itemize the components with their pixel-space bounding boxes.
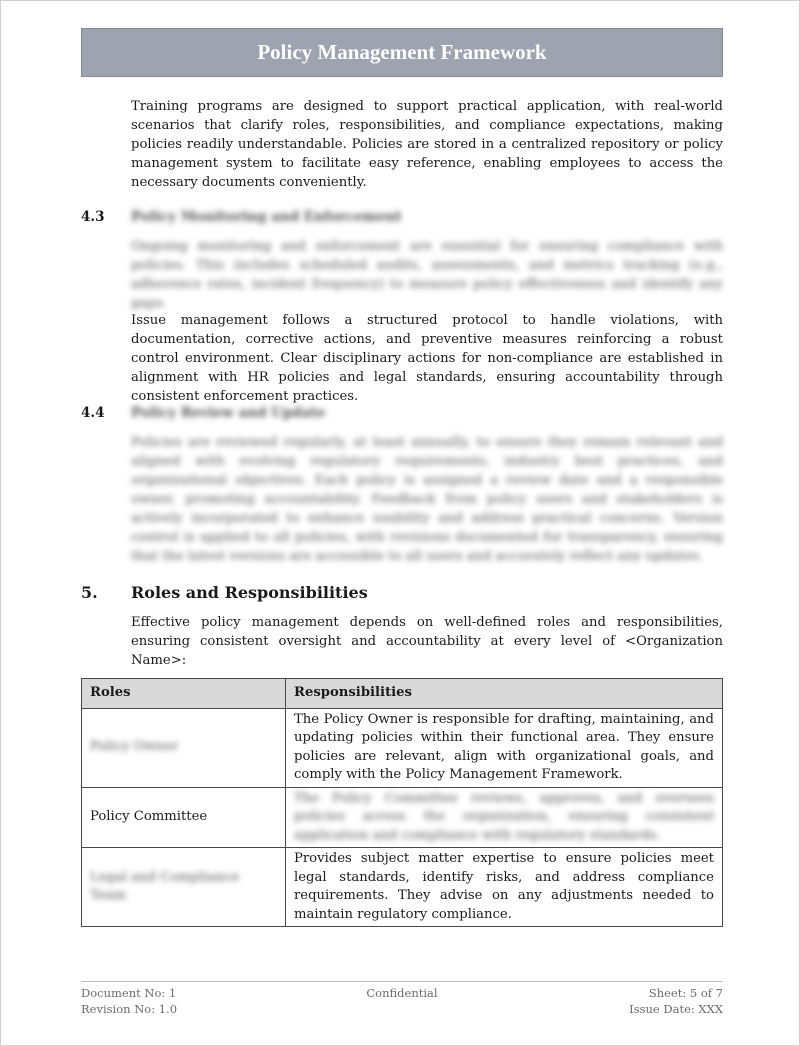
section-4-4-number: 4.4 [81, 405, 105, 421]
intro-paragraph: Training programs are designed to support practical application, with real-world scenarios that clarify roles, responsibilities, and compliance expectations, making policies readily understandable. Policies are stored in a centralized repository or policy management system to facilitate easy reference, enabling employees to access the necessary documents conveniently. [131, 99, 723, 190]
responsibility-cell: Provides subject matter expertise to ensure policies meet legal standards, identify risks, and address compliance requirements. They advise on any adjustments needed to maintain regulatory compliance. [286, 848, 723, 927]
sheet-number: Sheet: 5 of 7 [648, 986, 723, 1000]
page-footer [81, 981, 723, 1017]
roles-table [81, 678, 723, 927]
section-5-number: 5. [81, 583, 98, 602]
issue-date: Issue Date: XXX [629, 1002, 723, 1016]
section-4-4-blurred-paragraph: Policies are reviewed regularly, at least annually, to ensure they remain relevant and aligned with evolving regulatory requirements, industry best practices, and organizational objectives. Each policy is assigned a review date and a responsible owner, promoting accountability. Feedback from policy users and stakeholders is actively incorporated to enhance usability and address practical concerns. Version control is applied to all policies, with revisions documented for transparency, ensuring that the latest versions are accessible to all users and accurately reflect any updates. [131, 435, 723, 564]
section-5-title: Roles and Responsibilities [131, 583, 368, 602]
header-responsibilities: Responsibilities [286, 679, 723, 709]
classification-label: Confidential [366, 986, 438, 1000]
revision-number: Revision No: 1.0 [81, 1002, 178, 1016]
table-header-row [82, 679, 723, 709]
page-title: Policy Management Framework [257, 40, 547, 64]
role-cell: Policy Owner [82, 708, 286, 787]
role-cell: Policy Committee [82, 787, 286, 848]
section-4-3-blurred-paragraph: Ongoing monitoring and enforcement are essential for ensuring compliance with policies. This includes scheduled audits, assessments, and metrics tracking (e.g., adherence rates, incident frequency) to measure policy effectiveness and identify any gaps. [131, 239, 723, 311]
table-row [82, 787, 723, 848]
responsibility-cell: The Policy Committee reviews, approves, and oversees policies across the organization, ensuring consistent application and compliance with regulatory standards. [286, 787, 723, 848]
table-row [82, 848, 723, 927]
section-4-3-title: Policy Monitoring and Enforcement [131, 209, 402, 225]
document-number: Document No: 1 [81, 986, 177, 1000]
section-4-3-paragraph: Issue management follows a structured protocol to handle violations, with documentation, corrective actions, and preventive measures reinforcing a robust control environment. Clear disciplinary actions for non-compliance are established in alignment with HR policies and legal standards, ensuring accountability through consistent enforcement practices. [131, 313, 723, 404]
section-4-4-title: Policy Review and Update [131, 405, 326, 421]
header-roles: Roles [82, 679, 286, 709]
page-title-bar [81, 28, 723, 77]
role-cell: Legal and Compliance Team [82, 848, 286, 927]
responsibility-cell: The Policy Owner is responsible for drafting, maintaining, and updating policies within their functional area. They ensure policies are relevant, align with organizational goals, and comply with the Policy Management Framework. [286, 708, 723, 787]
table-row [82, 708, 723, 787]
section-5-intro: Effective policy management depends on well-defined roles and responsibilities, ensuring consistent oversight and accountability at every level of <Organization Name>: [131, 615, 723, 668]
section-4-3-number: 4.3 [81, 209, 105, 225]
